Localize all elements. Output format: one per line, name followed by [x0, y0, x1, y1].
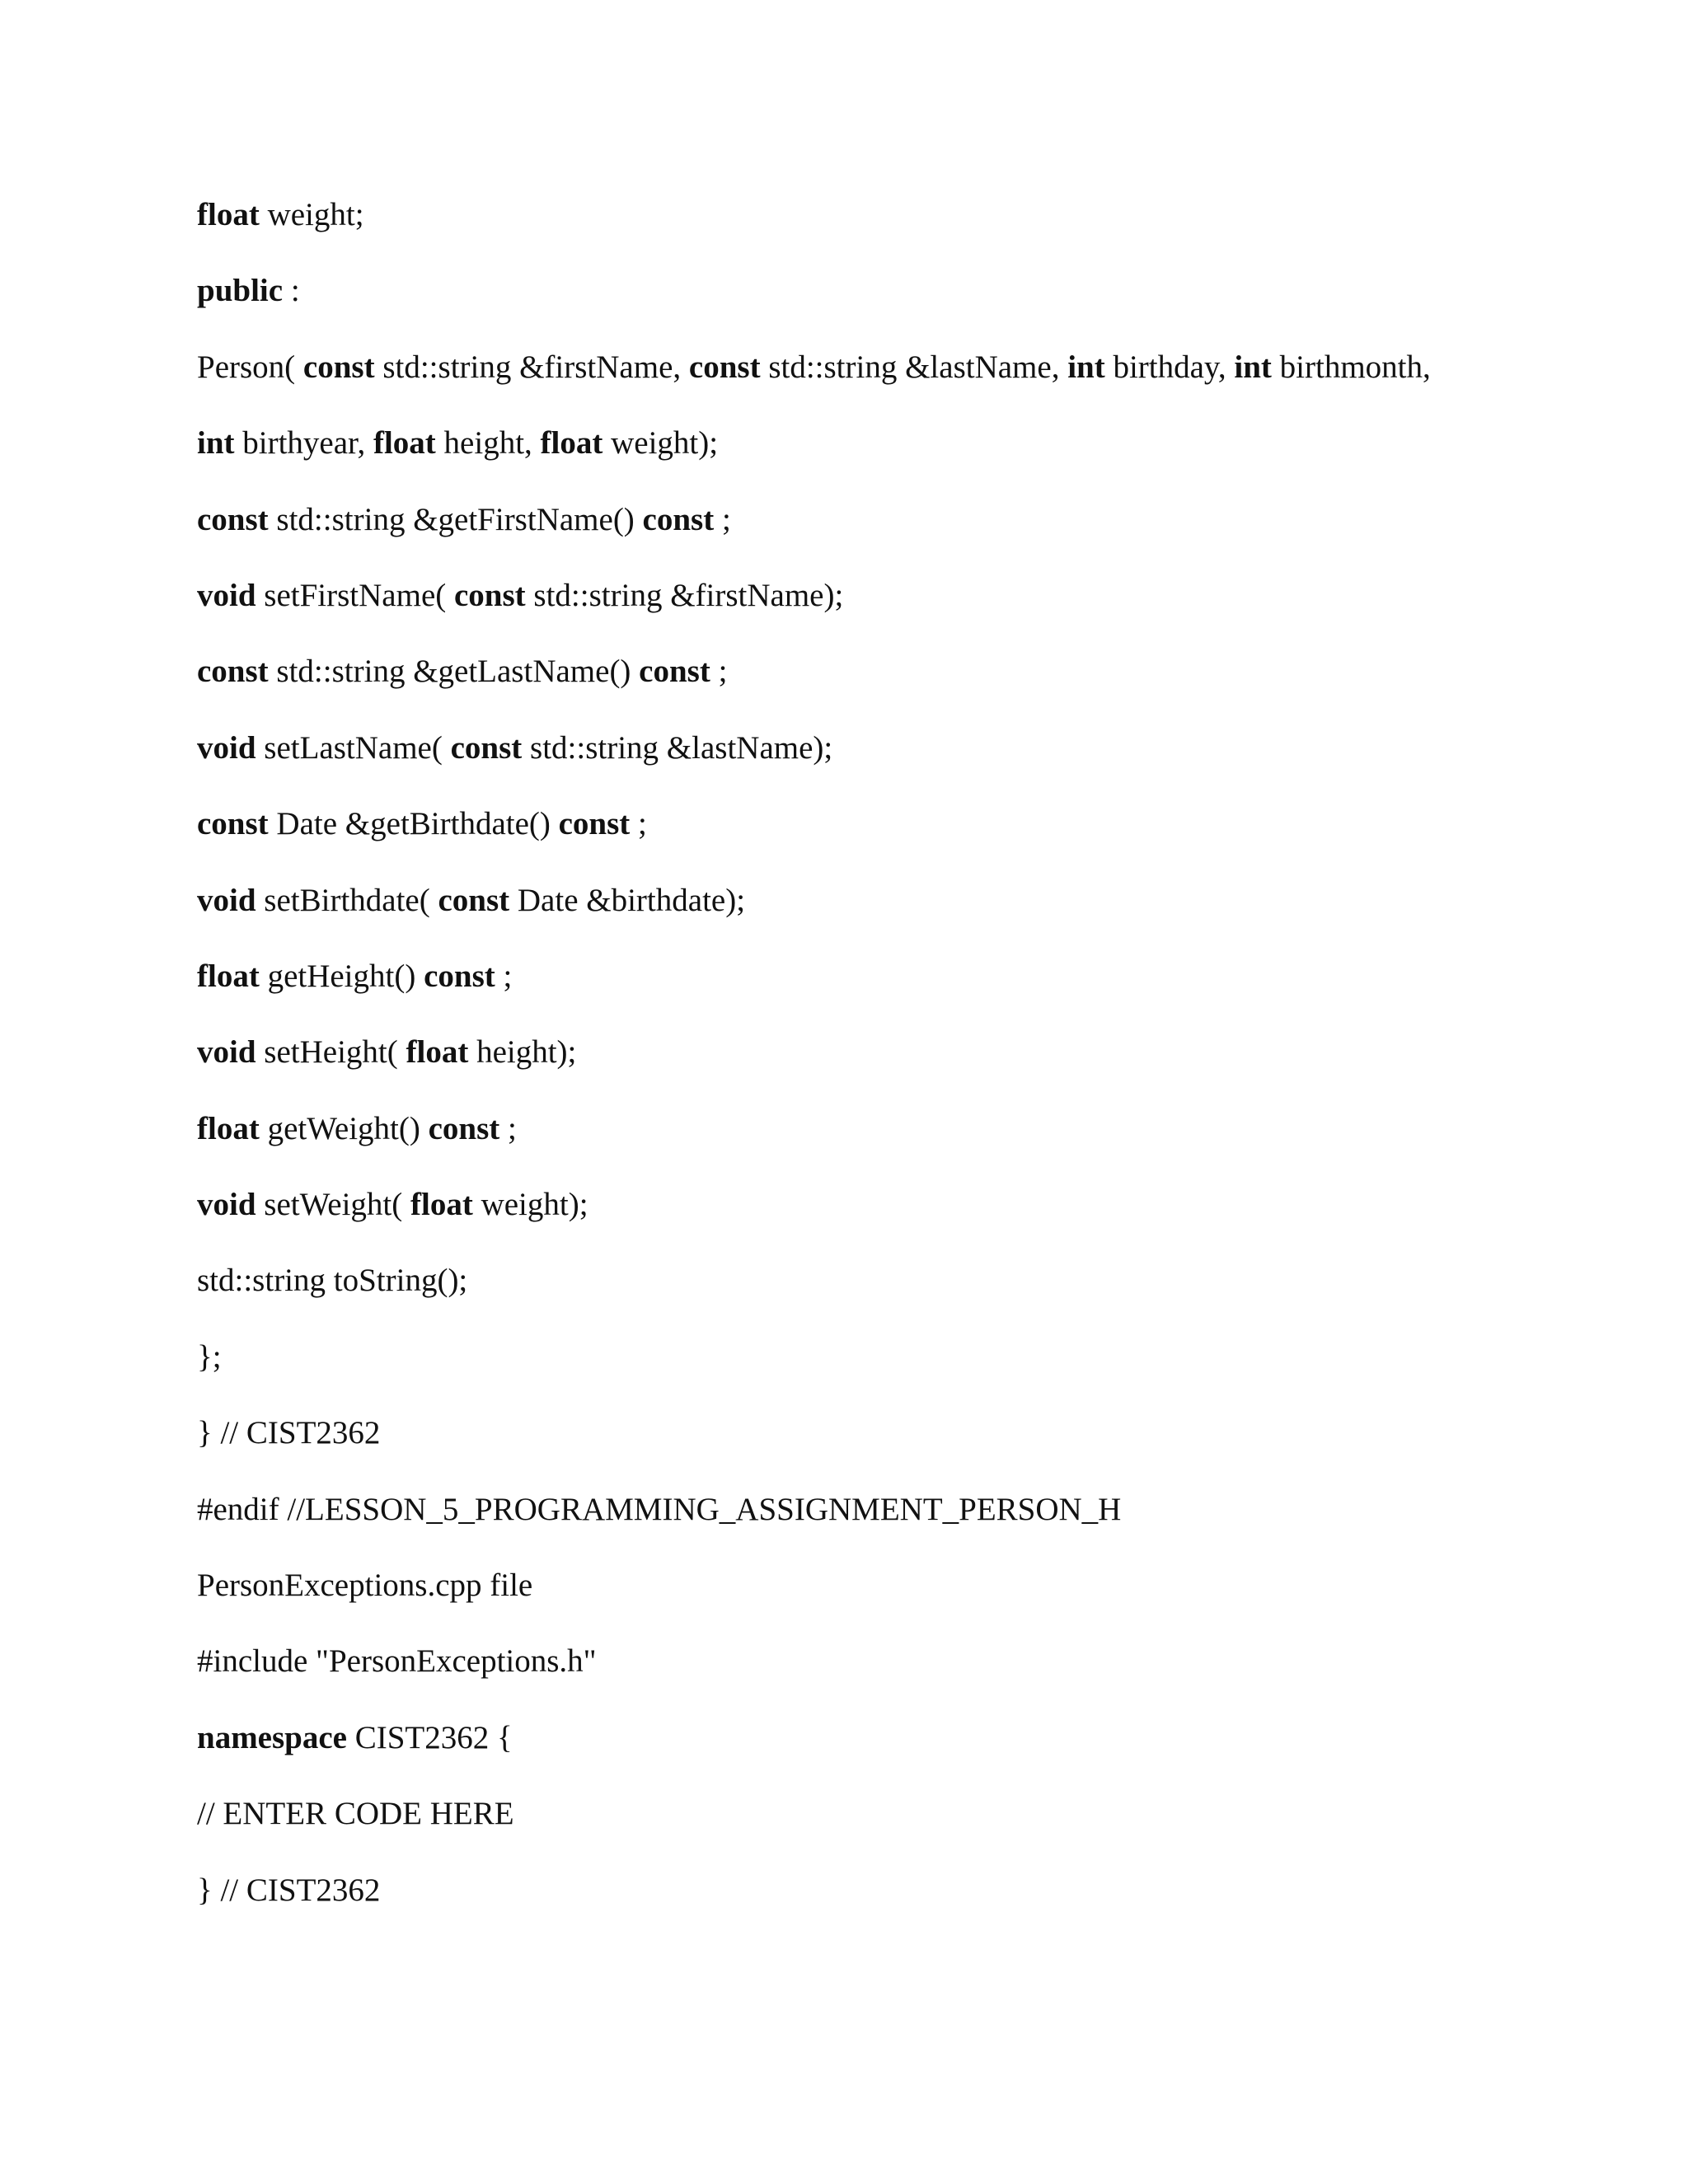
- keyword-text: const: [450, 729, 523, 766]
- keyword-text: const: [197, 806, 269, 842]
- code-text: ;: [714, 501, 731, 537]
- keyword-text: void: [197, 1034, 256, 1071]
- code-text: #include "PersonExceptions.h": [197, 1643, 597, 1680]
- code-text: birthday,: [1104, 349, 1235, 385]
- keyword-text: const: [639, 654, 710, 690]
- keyword-text: const: [438, 882, 510, 918]
- keyword-text: const: [197, 501, 269, 537]
- code-text: getWeight(): [259, 1110, 429, 1146]
- code-text: PersonExceptions.cpp file: [197, 1568, 533, 1604]
- code-text: getHeight(): [259, 958, 424, 994]
- code-line: [197, 1178, 1516, 1254]
- code-text: std::string &firstName,: [374, 349, 689, 385]
- code-line: [197, 1102, 1516, 1178]
- keyword-text: float: [197, 197, 260, 232]
- code-line: [197, 1330, 1516, 1406]
- code-text: std::string &getLastName(): [268, 654, 640, 690]
- code-text: std::string &getFirstName(): [268, 501, 643, 537]
- keyword-text: int: [1234, 349, 1272, 385]
- code-text: weight);: [472, 1187, 588, 1223]
- code-line: [197, 493, 1516, 569]
- code-text: Person(: [197, 349, 303, 385]
- code-line: [197, 416, 1516, 492]
- code-text: Date &birthdate);: [509, 882, 746, 918]
- keyword-text: float: [540, 425, 603, 462]
- code-text: birthyear,: [234, 425, 373, 462]
- code-line: [197, 644, 1516, 720]
- keyword-text: float: [197, 958, 260, 994]
- code-text: setWeight(: [256, 1187, 411, 1223]
- code-text: std::string toString();: [197, 1263, 468, 1299]
- code-text: };: [197, 1338, 222, 1375]
- keyword-text: int: [1067, 349, 1105, 385]
- code-text: #endif //LESSON_5_PROGRAMMING_ASSIGNMENT_PERSON_H: [197, 1491, 1122, 1527]
- code-text: ;: [495, 958, 513, 994]
- code-line: [197, 1787, 1516, 1863]
- keyword-text: const: [558, 806, 631, 842]
- code-line: [197, 1634, 1516, 1710]
- keyword-text: const: [428, 1110, 500, 1146]
- code-text: ;: [499, 1110, 517, 1146]
- code-text: setBirthdate(: [256, 882, 438, 918]
- keyword-text: float: [197, 1110, 260, 1146]
- code-text: } // CIST2362: [197, 1415, 381, 1451]
- keyword-text: int: [197, 425, 235, 462]
- code-text: weight);: [603, 425, 719, 462]
- keyword-text: void: [197, 882, 256, 918]
- keyword-text: public: [197, 273, 284, 309]
- code-text: Date &getBirthdate(): [268, 806, 559, 842]
- code-line: [197, 949, 1516, 1025]
- code-listing: [197, 188, 1516, 1939]
- keyword-text: namespace: [197, 1719, 347, 1755]
- code-line: [197, 1863, 1516, 1939]
- code-text: ;: [630, 806, 647, 842]
- code-line: [197, 1406, 1516, 1482]
- code-text: :: [283, 273, 300, 309]
- code-text: weight;: [259, 197, 364, 232]
- code-line: [197, 874, 1516, 949]
- code-line: [197, 264, 1516, 340]
- code-text: ;: [710, 654, 728, 690]
- keyword-text: const: [302, 349, 375, 385]
- keyword-text: float: [373, 425, 436, 462]
- code-text: // ENTER CODE HERE: [197, 1796, 514, 1832]
- code-text: std::string &firstName);: [525, 577, 844, 613]
- code-line: [197, 1558, 1516, 1634]
- code-line: [197, 1025, 1516, 1101]
- code-text: CIST2362 {: [346, 1719, 513, 1755]
- code-text: setHeight(: [256, 1034, 406, 1071]
- keyword-text: const: [454, 577, 526, 613]
- keyword-text: const: [688, 349, 761, 385]
- code-line: [197, 721, 1516, 797]
- code-text: height);: [468, 1034, 577, 1071]
- code-text: std::string &lastName);: [522, 729, 833, 766]
- code-text: setFirstName(: [256, 577, 454, 613]
- code-text: birthmonth,: [1271, 349, 1431, 385]
- keyword-text: const: [642, 501, 715, 537]
- keyword-text: float: [410, 1187, 473, 1223]
- code-line: [197, 1483, 1516, 1558]
- keyword-text: void: [197, 577, 256, 613]
- code-line: [197, 569, 1516, 644]
- keyword-text: float: [406, 1034, 469, 1071]
- code-line: [197, 797, 1516, 873]
- code-line: [197, 340, 1516, 416]
- code-text: setLastName(: [256, 729, 451, 766]
- keyword-text: const: [424, 958, 495, 994]
- code-line: [197, 1254, 1516, 1329]
- keyword-text: void: [197, 1187, 256, 1223]
- keyword-text: const: [197, 654, 269, 690]
- code-text: } // CIST2362: [197, 1872, 381, 1908]
- code-line: [197, 1711, 1516, 1787]
- keyword-text: void: [197, 729, 256, 766]
- code-text: height,: [435, 425, 541, 462]
- code-line: [197, 188, 1516, 264]
- code-text: std::string &lastName,: [760, 349, 1068, 385]
